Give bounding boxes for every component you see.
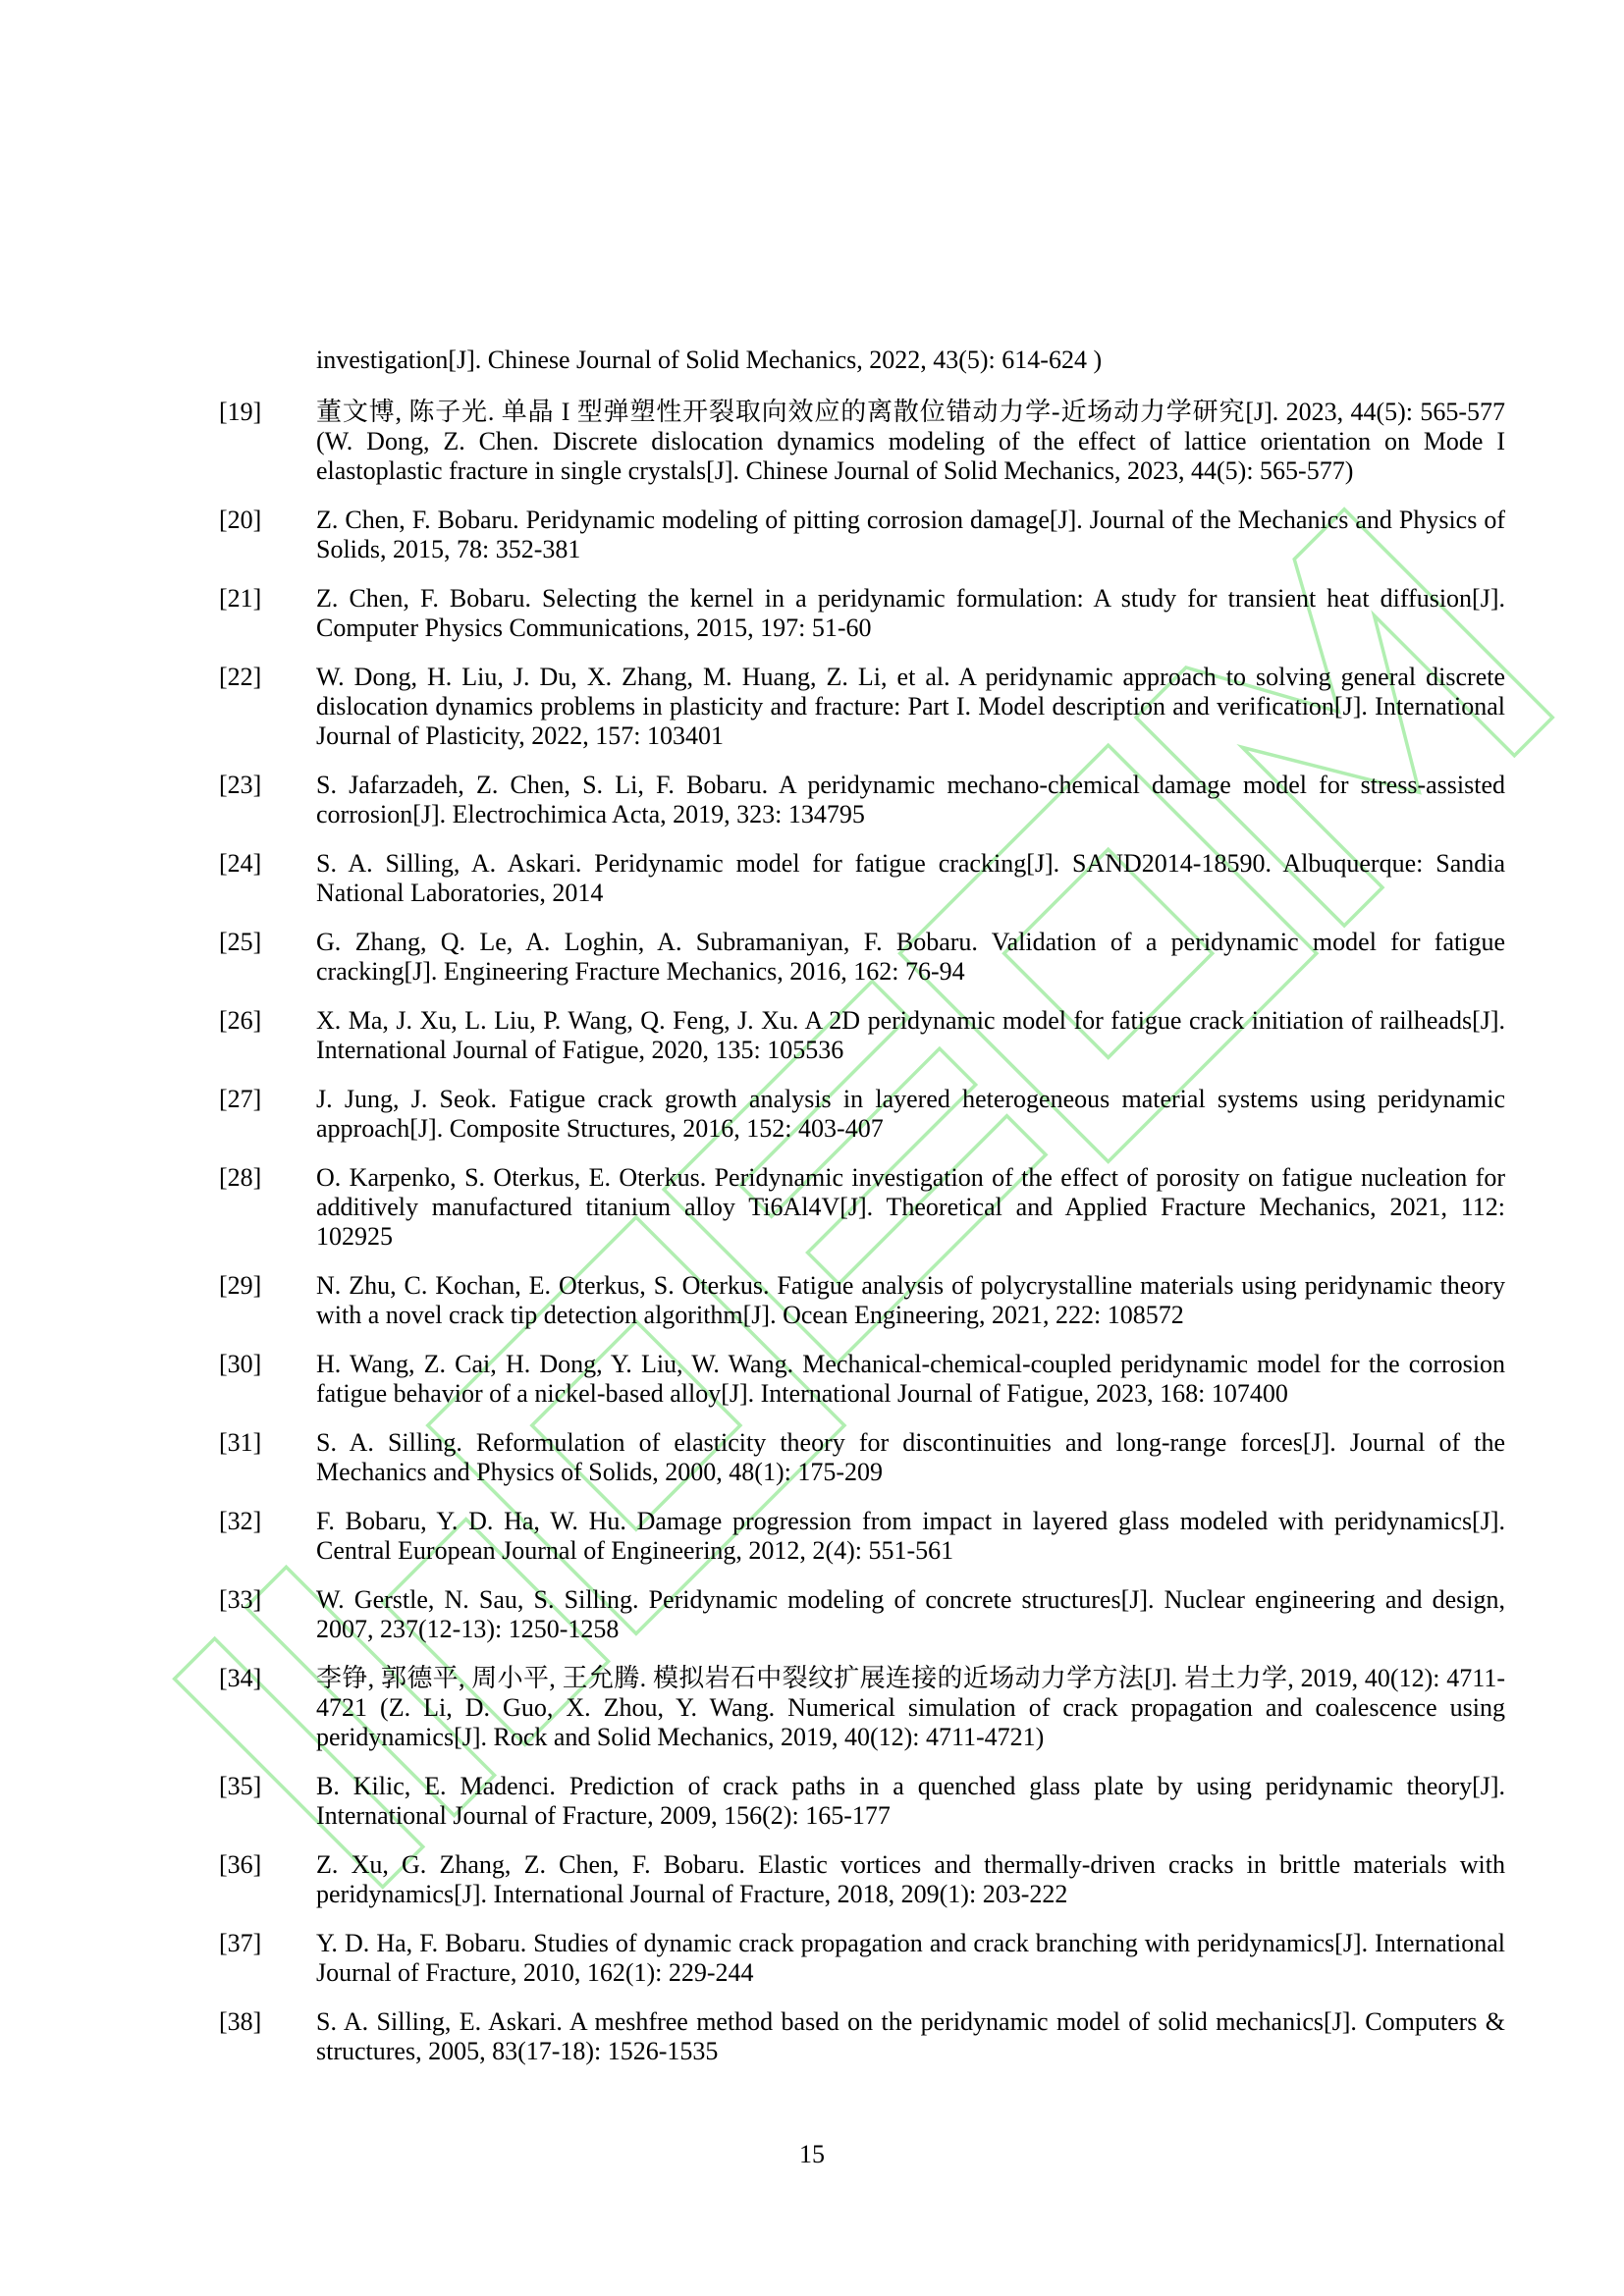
reference-text: 李铮, 郭德平, 周小平, 王允腾. 模拟岩石中裂纹扩展连接的近场动力学方法[J]. 岩土力学, 2019, 40(12): 4711-4721 (Z. Li, D. Guo, X. Zhou, Y. Wang. Numerical simulation of crack propagation and coalescence using peridynamics[J]. Rock and Solid Mechanics, 2019, 40(12): 4711-4721) [316, 1664, 1505, 1751]
reference-number: [38] [219, 2007, 262, 2036]
reference-text: Y. D. Ha, F. Bobaru. Studies of dynamic crack propagation and crack branching with peridynamics[J]. International Journal of Fracture, 2010, 162(1): 229-244 [316, 1929, 1505, 1987]
reference-text: H. Wang, Z. Cai, H. Dong, Y. Liu, W. Wang. Mechanical-chemical-coupled peridynamic model for the corrosion fatigue behavior of a nickel-based alloy[J]. International Journal of Fatigue, 2023, 168: 107400 [316, 1350, 1505, 1408]
reference-number: [21] [219, 584, 262, 613]
reference-number: [28] [219, 1163, 262, 1192]
reference-number: [31] [219, 1428, 262, 1457]
reference-item-32 [219, 1507, 1505, 1566]
reference-number: [36] [219, 1850, 262, 1879]
reference-item-23 [219, 771, 1505, 829]
reference-text: S. A. Silling, E. Askari. A meshfree method based on the peridynamic model of solid mechanics[J]. Computers & structures, 2005, 83(17-18): 1526-1535 [316, 2007, 1505, 2065]
reference-number: [25] [219, 928, 262, 956]
reference-number: [19] [219, 398, 262, 426]
reference-text: W. Gerstle, N. Sau, S. Silling. Peridynamic modeling of concrete structures[J]. Nuclear engineering and design, 2007, 237(12-13): 1250-1258 [316, 1585, 1505, 1643]
reference-number: [22] [219, 663, 262, 691]
reference-text: S. A. Silling, A. Askari. Peridynamic model for fatigue cracking[J]. SAND2014-18590. Albuquerque: Sandia National Laboratories, 2014 [316, 849, 1505, 907]
reference-number: [35] [219, 1772, 262, 1800]
reference-item-24 [219, 849, 1505, 908]
reference-item-26 [219, 1006, 1505, 1065]
reference-item-25 [219, 928, 1505, 987]
reference-continuation-line: investigation[J]. Chinese Journal of Solid Mechanics, 2022, 43(5): 614-624 ) [316, 346, 1103, 374]
reference-text: O. Karpenko, S. Oterkus, E. Oterkus. Peridynamic investigation of the effect of porosity on fatigue nucleation for additively manufactured titanium alloy Ti6Al4V[J]. Theoretical and Applied Fracture Mechanics, 2021, 112: 102925 [316, 1163, 1505, 1251]
reference-item-38 [219, 2007, 1505, 2066]
reference-text: B. Kilic, E. Madenci. Prediction of crack paths in a quenched glass plate by using peridynamic theory[J]. International Journal of Fracture, 2009, 156(2): 165-177 [316, 1772, 1505, 1830]
reference-item-34 [219, 1664, 1505, 1752]
references-list [219, 346, 1505, 2086]
reference-text: 董文博, 陈子光. 单晶 I 型弹塑性开裂取向效应的离散位错动力学-近场动力学研究[J]. 2023, 44(5): 565-577 (W. Dong, Z. Chen. Discrete dislocation dynamics modeling of the effect of lattice orientation on Mode I elastoplastic fracture in single crystals[J]. Chinese Journal of Solid Mechanics, 2023, 44(5): 565-577) [316, 398, 1505, 485]
reference-item-27 [219, 1085, 1505, 1144]
reference-number: [37] [219, 1929, 262, 1957]
reference-text: Z. Chen, F. Bobaru. Selecting the kernel in a peridynamic formulation: A study for transient heat diffusion[J]. Computer Physics Communications, 2015, 197: 51-60 [316, 584, 1505, 642]
reference-item-31 [219, 1428, 1505, 1487]
reference-number: [20] [219, 506, 262, 534]
reference-item-29 [219, 1271, 1505, 1330]
reference-number: [30] [219, 1350, 262, 1378]
reference-item-37 [219, 1929, 1505, 1988]
reference-number: [23] [219, 771, 262, 799]
reference-item-20 [219, 506, 1505, 564]
reference-text: N. Zhu, C. Kochan, E. Oterkus, S. Oterkus. Fatigue analysis of polycrystalline materials using peridynamic theory with a novel crack tip detection algorithm[J]. Ocean Engineering, 2021, 222: 108572 [316, 1271, 1505, 1329]
reference-text: S. Jafarzadeh, Z. Chen, S. Li, F. Bobaru. A peridynamic mechano-chemical damage model for stress-assisted corrosion[J]. Electrochimica Acta, 2019, 323: 134795 [316, 771, 1505, 828]
reference-number: [29] [219, 1271, 262, 1300]
reference-item-35 [219, 1772, 1505, 1831]
reference-number: [33] [219, 1585, 262, 1614]
reference-number: [24] [219, 849, 262, 878]
reference-item-33 [219, 1585, 1505, 1644]
reference-text: F. Bobaru, Y. D. Ha, W. Hu. Damage progression from impact in layered glass modeled with peridynamics[J]. Central European Journal of Engineering, 2012, 2(4): 551-561 [316, 1507, 1505, 1565]
reference-number: [32] [219, 1507, 262, 1535]
reference-item-19 [219, 398, 1505, 486]
reference-text: Z. Xu, G. Zhang, Z. Chen, F. Bobaru. Elastic vortices and thermally-driven cracks in brittle materials with peridynamics[J]. International Journal of Fracture, 2018, 209(1): 203-222 [316, 1850, 1505, 1908]
reference-text: S. A. Silling. Reformulation of elasticity theory for discontinuities and long-range forces[J]. Journal of the Mechanics and Physics of Solids, 2000, 48(1): 175-209 [316, 1428, 1505, 1486]
reference-item-21 [219, 584, 1505, 643]
reference-number: [27] [219, 1085, 262, 1113]
reference-item-22 [219, 663, 1505, 751]
page-number: 15 [799, 2140, 825, 2168]
reference-text: W. Dong, H. Liu, J. Du, X. Zhang, M. Huang, Z. Li, et al. A peridynamic approach to solving general discrete dislocation dynamics problems in plasticity and fracture: Part I. Model description and verification[J]. International Journal of Plasticity, 2022, 157: 103401 [316, 663, 1505, 750]
reference-item-36 [219, 1850, 1505, 1909]
reference-number: [34] [219, 1664, 262, 1692]
reference-item-30 [219, 1350, 1505, 1409]
reference-text: J. Jung, J. Seok. Fatigue crack growth analysis in layered heterogeneous material systems using peridynamic approach[J]. Composite Structures, 2016, 152: 403-407 [316, 1085, 1505, 1143]
reference-item-28 [219, 1163, 1505, 1252]
reference-text: X. Ma, J. Xu, L. Liu, P. Wang, Q. Feng, J. Xu. A 2D peridynamic model for fatigue crack initiation of railheads[J]. International Journal of Fatigue, 2020, 135: 105536 [316, 1006, 1505, 1064]
reference-text: G. Zhang, Q. Le, A. Loghin, A. Subramaniyan, F. Bobaru. Validation of a peridynamic model for fatigue cracking[J]. Engineering Fracture Mechanics, 2016, 162: 76-94 [316, 928, 1505, 986]
reference-number: [26] [219, 1006, 262, 1035]
reference-text: Z. Chen, F. Bobaru. Peridynamic modeling of pitting corrosion damage[J]. Journal of the Mechanics and Physics of Solids, 2015, 78: 352-381 [316, 506, 1505, 563]
